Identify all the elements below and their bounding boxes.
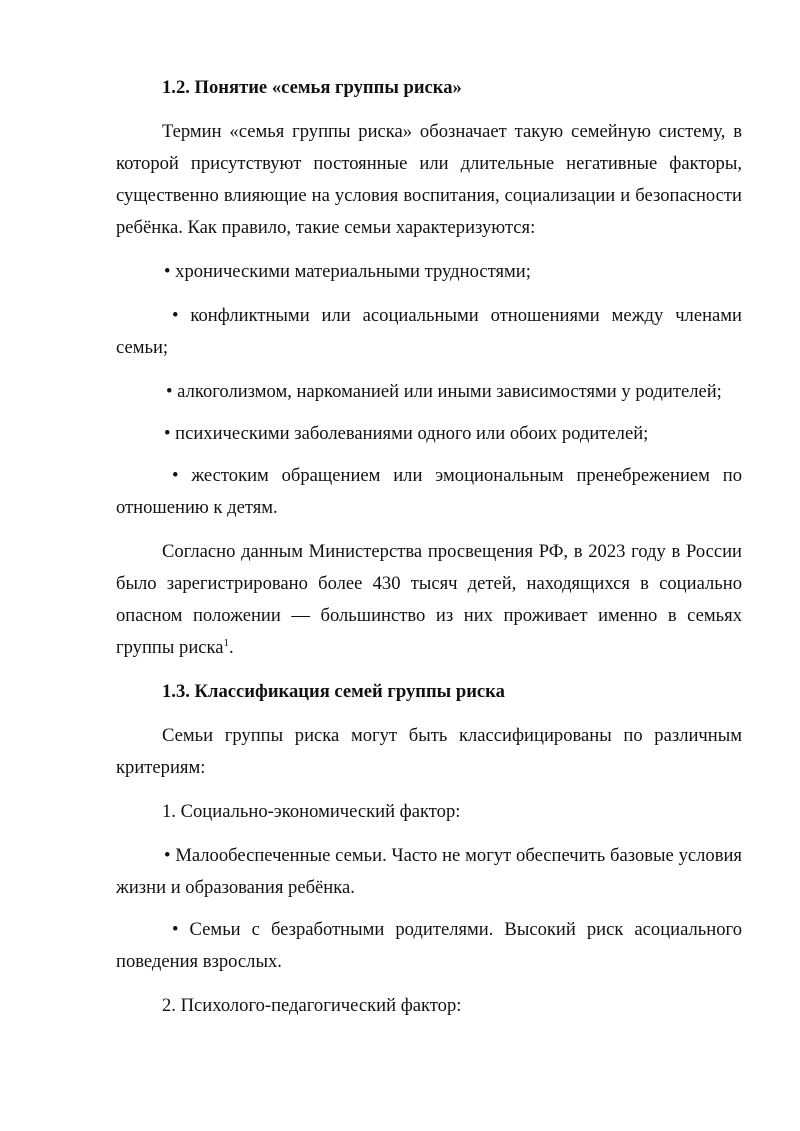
section-heading-1-3: 1.3. Классификация семей группы риска (162, 681, 505, 702)
statistics-text: Согласно данным Министерства просвещения РФ, в 2023 году в России было зарегистрировано более 430 тысяч детей, находящихся в социально опасном положении — большинство из них проживает именно в семьях группы риска (116, 541, 742, 658)
bullet-item: • конфликтными или асоциальными отношениями между членами семьи; (116, 305, 742, 358)
bullet-item: • Семьи с безработными родителями. Высокий риск асоциального поведения взрослых. (116, 919, 742, 972)
list-item-2: 2. Психолого-педагогический фактор: (162, 995, 462, 1016)
intro-paragraph: Термин «семья группы риска» обозначает такую семейную систему, в которой присутствуют постоянные или длительные негативные факторы, существенно влияющие на условия воспитания, социализации и безопасности ребёнка. Как правило, такие семьи характеризуются: (116, 121, 742, 238)
bullet-item: • алкоголизмом, наркоманией или иными зависимостями у родителей; (166, 381, 722, 402)
bullet-item: • Малообеспеченные семьи. Часто не могут обеспечить базовые условия жизни и образования ребёнка. (116, 845, 742, 898)
bullet-item: • жестоким обращением или эмоциональным пренебрежением по отношению к детям. (116, 465, 742, 518)
bullet-item: • психическими заболеваниями одного или обоих родителей; (164, 423, 649, 444)
bullet-item: • хроническими материальными трудностями; (164, 261, 531, 282)
footnote-marker: 1 (223, 637, 230, 649)
list-item-1: 1. Социально-экономический фактор: (162, 801, 461, 822)
section-heading-1-2: 1.2. Понятие «семья группы риска» (162, 77, 462, 98)
classification-intro: Семьи группы риска могут быть классифицированы по различным критериям: (116, 725, 742, 778)
statistics-paragraph (116, 536, 742, 664)
statistics-end: . (229, 637, 234, 658)
